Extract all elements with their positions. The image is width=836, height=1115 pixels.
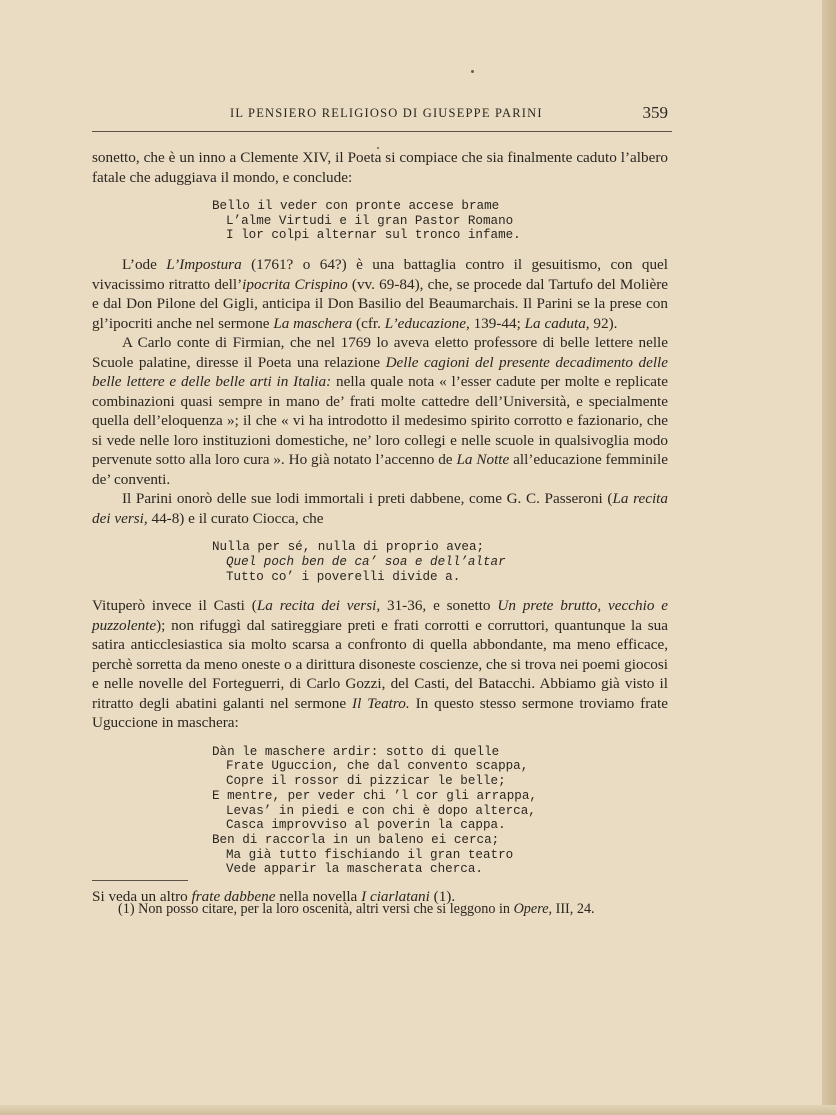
verse-line: Vede apparir la mascherata cherca. bbox=[226, 862, 483, 877]
verse-line: Levas’ in piedi e con chi è dopo alterca, bbox=[226, 803, 536, 818]
footnote: (1) Non posso citare, per la loro oscenità, altri versi che si leggono in Opere, III, 24. bbox=[118, 901, 595, 917]
header-rule bbox=[92, 131, 672, 132]
paragraph-4: Il Parini onorò delle sue lodi immortali i preti dabbene, come G. C. Passeroni (La recita dei versi, 44-8) e il curato Ciocca, che bbox=[92, 490, 668, 527]
verse-line: Dàn le maschere ardir: sotto di quelle bbox=[212, 744, 500, 759]
verse-quote-3 bbox=[212, 745, 668, 877]
verse-line: Casca improvviso al poverin la cappa. bbox=[226, 818, 506, 833]
footnote-rule bbox=[92, 880, 188, 881]
verse-line: Ma già tutto fischiando il gran teatro bbox=[226, 847, 514, 862]
paper-speck bbox=[377, 147, 379, 149]
verse-line: Copre il rossor di pizzicar le belle; bbox=[226, 774, 506, 789]
paragraph-6: Si veda un altro frate dabbene nella novella I ciarlatani (1). bbox=[92, 888, 456, 906]
paragraph-1: sonetto, che è un inno a Clemente XIV, il Poeta si compiace che sia finalmente caduto l’albero fatale che aduggiava il mondo, e conclude: bbox=[92, 149, 668, 186]
page-edge-right bbox=[822, 0, 836, 1115]
verse-quote-2 bbox=[212, 540, 668, 584]
paragraph-2: L’ode L’Impostura (1761? o 64?) è una battaglia contro il gesuitismo, con quel vivacissimo ritratto dell’ipocrita Crispino (vv. 69-84), che, se procede dal Tartufo del Molière e dal Don Pilone del Gigli, anticipa il Don Basilio del Beaumarchais. Il Parini se la prese con gl’ipocriti anche nel sermone La maschera (cfr. L’educazione, 139-44; La caduta, 92). bbox=[92, 256, 669, 332]
main-text bbox=[92, 148, 668, 907]
verse-line: Tutto co’ i poverelli divide a. bbox=[226, 569, 461, 584]
verse-line: Nulla per sé, nulla di proprio avea; bbox=[212, 540, 485, 555]
verse-line: I lor colpi alternar sul tronco infame. bbox=[226, 228, 521, 243]
page-number: 359 bbox=[642, 103, 668, 122]
verse-line: Bello il veder con pronte accese brame bbox=[212, 199, 500, 213]
verse-line: Ben di raccorla in un baleno ei cerca; bbox=[212, 832, 500, 847]
paragraph-3: A Carlo conte di Firmian, che nel 1769 lo aveva eletto professore di belle lettere nelle Scuole palatine, diresse il Poeta una relazione Delle cagioni del presente decadimento delle belle lettere e delle belle arti in Italia: nella quale nota « l’esser cadute per molte e replicate combinazioni quasi sempre in mano de’ frati molte cattedre dell’Università, e specialmente quella dell’eloquenza »; il che « vi ha introdotto il medesimo spirito corrotto e fazionario, che si vede nelle loro instituzioni domestiche, ne’ loro collegi e nelle scuole in qualsivoglia modo pervenute sotto alla loro cura ». Ho già notato l’accenno de La Notte all’educazione femminile de’ conventi. bbox=[92, 334, 669, 488]
paragraph-5: Vituperò invece il Casti (La recita dei versi, 31-36, e sonetto Un prete brutto, vecchio e puzzolente); non rifuggì dal satireggiare preti e frati corrotti e corruttori, quantunque la sua satira anticclesiastica sia molto scarsa a confronto di quella abbondante, ma meno efficace, perchè sorretta da meno oneste o a dirittura disoneste coscienze, che si trova nei poemi giocosi e nelle novelle del Forteguerri, di Carlo Gozzi, del Casti, del Batacchi. Abbiamo già visto il ritratto degli abatini galanti nel sermone Il Teatro. In questo stesso sermone troviamo frate Uguccione in maschera: bbox=[92, 597, 669, 732]
verse-line: Frate Uguccion, che dal convento scappa, bbox=[226, 759, 529, 774]
page-header bbox=[92, 103, 672, 128]
verse-quote-1 bbox=[212, 199, 668, 243]
running-title: IL PENSIERO RELIGIOSO DI GIUSEPPE PARINI bbox=[230, 106, 543, 120]
verse-line: L’alme Virtudi e il gran Pastor Romano bbox=[226, 213, 514, 228]
verse-line: Quel poch ben de ca’ soa e dell’altar bbox=[226, 554, 506, 569]
paper-speck bbox=[471, 70, 474, 73]
verse-line: E mentre, per veder chi ’l cor gli arrappa, bbox=[212, 788, 537, 803]
page-edge-bottom bbox=[0, 1105, 836, 1115]
